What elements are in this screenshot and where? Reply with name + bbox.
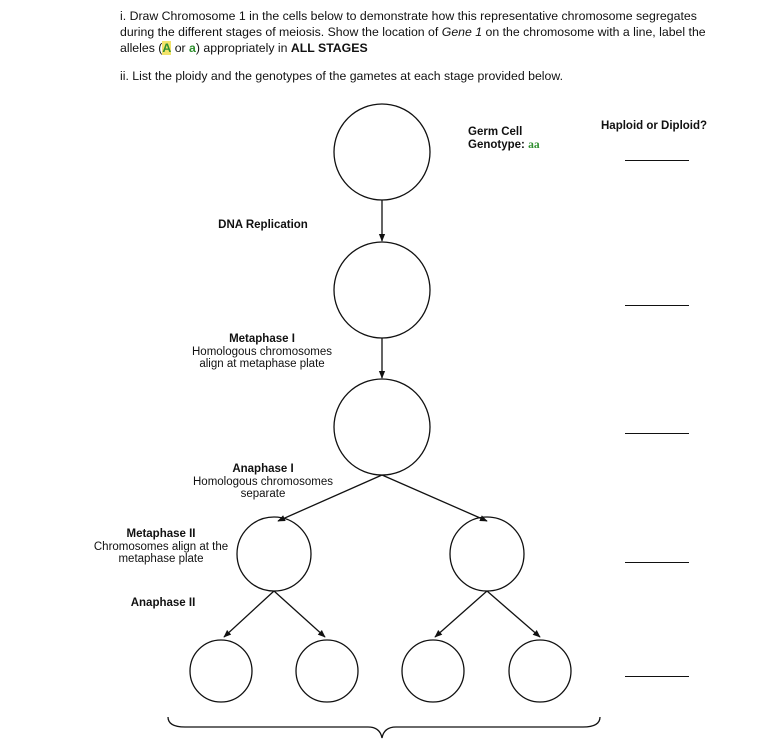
- germ-cell-circle[interactable]: [334, 104, 430, 200]
- gamete-cell-circle-4[interactable]: [509, 640, 571, 702]
- anaphase2-label: Anaphase II: [130, 597, 196, 609]
- instr-text-mid2: ) appropriately in: [195, 41, 288, 55]
- metaphase1-label: Metaphase I Homologous chromosomes align at metaphase plate: [192, 333, 332, 370]
- gene-name: Gene 1: [441, 25, 483, 39]
- germ-cell-label: Germ Cell Genotype: aa: [468, 126, 540, 151]
- allele-recessive: a: [189, 41, 196, 55]
- gamete-cell-circle-3[interactable]: [402, 640, 464, 702]
- anaphase1-label: Anaphase I Homologous chromosomes separate: [193, 463, 333, 500]
- gametes-brace: [168, 717, 600, 738]
- instr-part2-text: ii. List the ploidy and the genotypes of the gametes at each stage provided below.: [120, 69, 563, 83]
- allele-dominant: A: [162, 41, 172, 55]
- ploidy-blank-germ-cell[interactable]: [625, 160, 689, 161]
- ploidy-blank-metaphase1[interactable]: [625, 433, 689, 434]
- arrow-to-metaphase2-right: [382, 475, 487, 521]
- ploidy-column-header: Haploid or Diploid?: [601, 120, 708, 132]
- arrow-to-gamete-1: [224, 591, 274, 637]
- instr-text-mid: on the chromosome with a line, label the alleles (: [120, 25, 706, 55]
- arrow-to-gamete-3: [435, 591, 487, 637]
- ploidy-blank-replication[interactable]: [625, 305, 689, 306]
- instr-or: or: [174, 41, 186, 55]
- instr-text-prefix: i. Draw Chromosome 1 in the cells below to demonstrate how this representative chromosome segregates during the different stages of meiosis. Show the location of: [120, 9, 697, 39]
- arrow-to-gamete-2: [274, 591, 325, 637]
- ploidy-blank-metaphase2[interactable]: [625, 562, 689, 563]
- metaphase2-right-cell-circle[interactable]: [450, 517, 524, 591]
- genotype-label: Genotype:: [468, 138, 525, 151]
- gamete-cell-circle-2[interactable]: [296, 640, 358, 702]
- arrow-to-gamete-4: [487, 591, 540, 637]
- ploidy-blank-gametes[interactable]: [625, 676, 689, 677]
- metaphase1-cell-circle[interactable]: [334, 379, 430, 475]
- metaphase2-label: Metaphase II Chromosomes align at the metaphase plate: [93, 528, 229, 565]
- instr-emphasis: ALL STAGES: [290, 41, 368, 55]
- gamete-cell-circle-1[interactable]: [190, 640, 252, 702]
- dna-replication-cell-circle[interactable]: [334, 242, 430, 338]
- metaphase2-left-cell-circle[interactable]: [237, 517, 311, 591]
- dna-replication-label: DNA Replication: [218, 219, 308, 231]
- genotype-value: aa: [528, 138, 540, 151]
